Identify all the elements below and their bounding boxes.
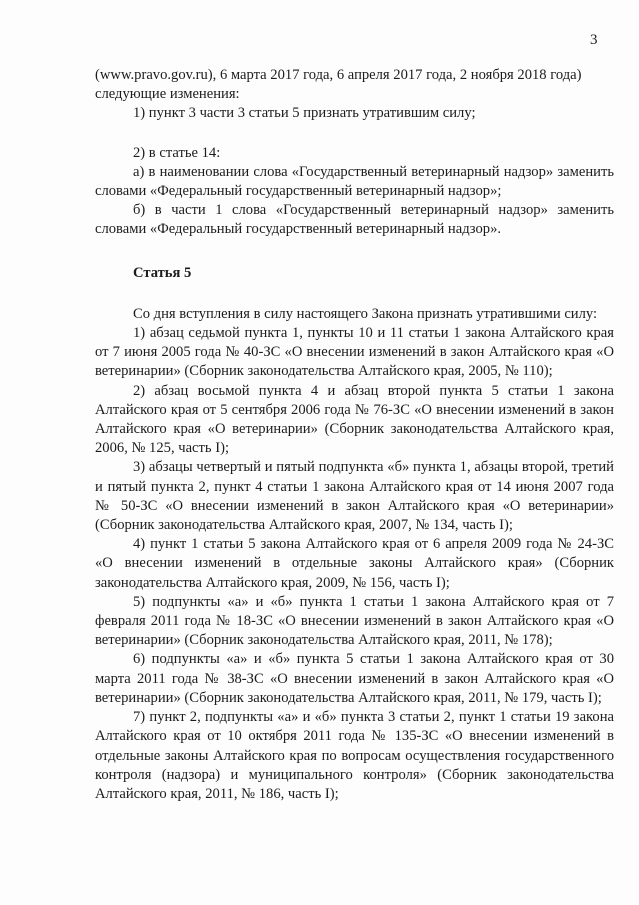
repeal-entry: 3) абзацы четвертый и пятый подпункта «б» пункта 1, абзацы второй, третий и пятый пункта 2, пункт 4 статьи 1 закона Алтайского края от 14 июня 2007 года № 50-ЗС «О внесении изменений в закон Алтайского края «О ветеринарии» (Сборник законодательства Алтайского края, 2007, № 134, часть I); (95, 459, 614, 534)
article-heading: Статья 5 (133, 264, 192, 281)
intro-line-2: следующие изменения: (95, 86, 240, 103)
amendment-item-2a: а) в наименовании слова «Государственный ветеринарный надзор» заменить словами «Федеральный государственный ветеринарный надзор»; (95, 163, 614, 200)
page-number: 3 (590, 32, 598, 48)
repeal-entry: 6) подпункты «а» и «б» пункта 5 статьи 1 закона Алтайского края от 30 марта 2011 года № 38-ЗС «О внесении изменений в закон Алтайского края «О ветеринарии» (Сборник законодательства Алтайского края, 2011, № 179, часть I); (95, 651, 614, 706)
intro-line-1: (www.pravo.gov.ru), 6 марта 2017 года, 6 апреля 2017 года, 2 ноября 2018 года) (95, 67, 582, 83)
repeal-entry: 7) пункт 2, подпункты «а» и «б» пункта 3 статьи 2, пункт 1 статьи 19 закона Алтайского края от 10 октября 2011 года № 135-ЗС «О внесении изменений в отдельные законы Алтайского края по вопросам осуществления государственного контроля (надзора) и муниципального контроля» (Сборник законодательства Алтайского края, 2011, № 186, часть I); (95, 709, 614, 802)
amendment-item-2: 2) в статье 14: (133, 144, 221, 161)
repeal-entry: 5) подпункты «а» и «б» пункта 1 статьи 1 закона Алтайского края от 7 февраля 2011 года № 18-ЗС «О внесении изменений в закон Алтайского края «О ветеринарии» (Сборник законодательства Алтайского края, 2011, № 178); (95, 593, 614, 649)
repeal-entry: 1) абзац седьмой пункта 1, пункты 10 и 11 статьи 1 закона Алтайского края от 7 июня 2005 года № 40-ЗС «О внесении изменений в закон Алтайского края «О ветеринарии» (Сборник законодательства Алтайского края, 2005, № 110); (95, 325, 614, 380)
document-body (95, 66, 614, 804)
repeal-entry: 4) пункт 1 статьи 5 закона Алтайского края от 6 апреля 2009 года № 24-ЗС «О внесении изменений в отдельные законы Алтайского края» (Сборник законодательства Алтайского края, 2009, № 156, часть I); (95, 536, 614, 591)
repeal-entry: 2) абзац восьмой пункта 4 и абзац второй пункта 5 статьи 1 закона Алтайского края от 5 сентября 2006 года № 76-ЗС «О внесении изменений в закон Алтайского края «О ветеринарии» (Сборник законодательства Алтайского края, 2006, № 125, часть I); (95, 382, 614, 457)
article-intro: Со дня вступления в силу настоящего Закона признать утратившими силу: (133, 305, 598, 322)
amendment-item-1: 1) пункт 3 части 3 статьи 5 признать утратившим силу; (133, 105, 476, 122)
amendment-item-2b: б) в части 1 слова «Государственный ветеринарный надзор» заменить словами «Федеральный государственный ветеринарный надзор». (95, 202, 614, 238)
